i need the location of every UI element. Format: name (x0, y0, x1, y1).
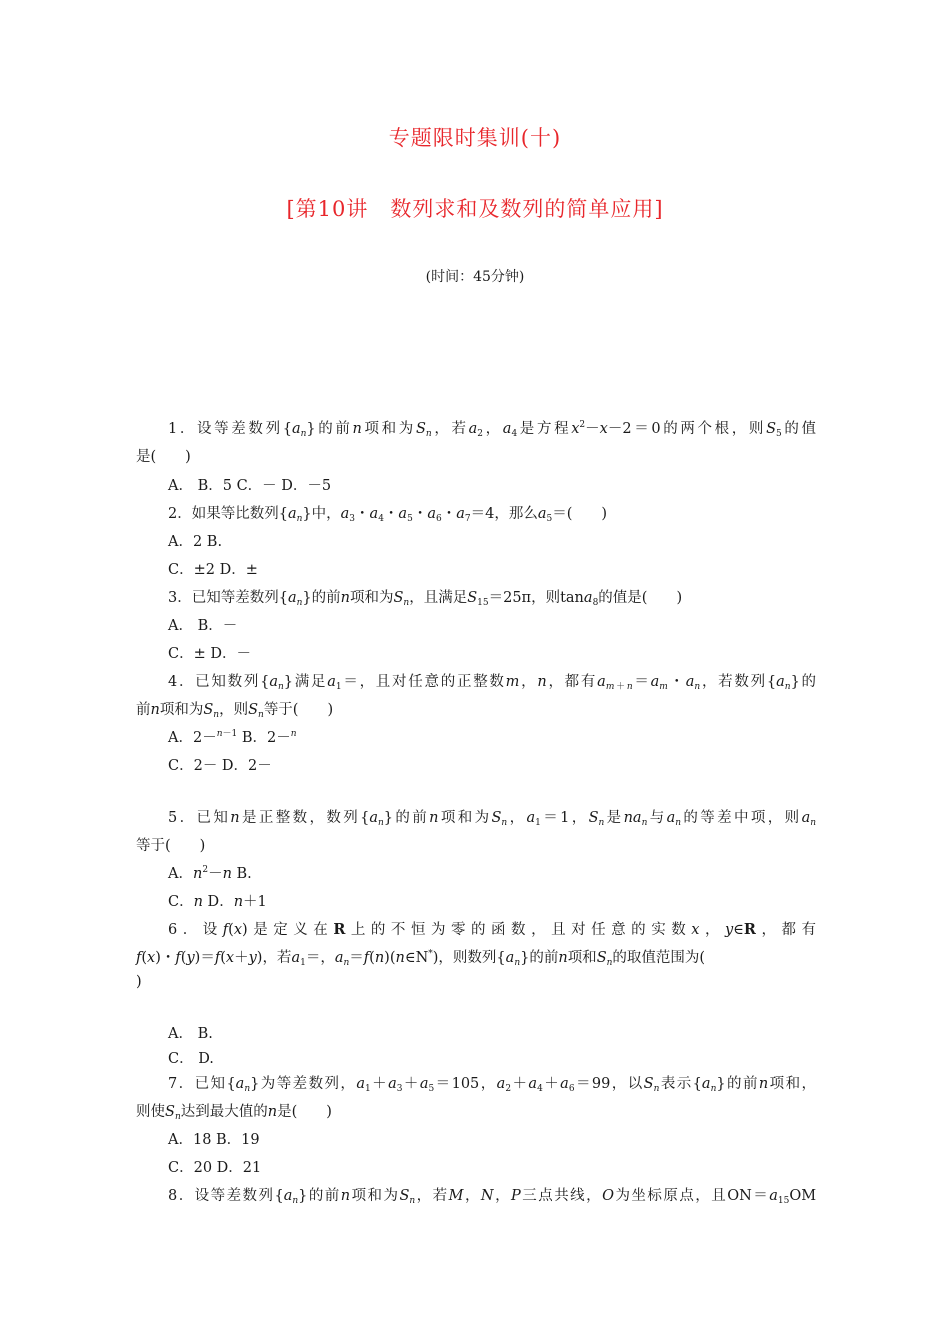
question-3-options-1: A． B．－ (168, 618, 238, 634)
page-title: 专题限时集训(十) (388, 126, 562, 150)
question-7-options-2: C．20 D．21 (168, 1160, 262, 1176)
question-1-line-2: 是( ) (136, 449, 191, 465)
question-2-options-1: A．2 B. (168, 534, 223, 550)
page-subtitle: [第10讲 数列求和及数列的简单应用] (286, 197, 664, 221)
question-8-line-1: 8．设等差数列$\{a_n\}$的前n项和为$S_n$，若M，N，P三点共线，O为坐标原点，且$ON=a_{15}OM$ (168, 1188, 817, 1206)
question-4-line-2: 前n项和为$S_n$，则$S_n$等于( ) (136, 702, 334, 720)
question-6-line-1: 6．设f(x)是定义在R上的不恒为零的函数，且对任意的实数x，y∈R，都有 (168, 921, 817, 938)
question-5-line-1: 5．已知n是正整数，数列$\{a_n\}$的前n项和为$S_n$，$a_1=1$，$S_n$是$na_n$与$a_n$的等差中项，则$a_n$ (168, 810, 817, 828)
question-6-options-1: A． B. (168, 1026, 213, 1042)
question-6-line-2: f(x)・f(y)＝f(x＋y)，若$a_1=$，$a_n=f(n)(n\in N^*)$，则数列$\{a_n\}$的前n项和$S_n$的取值范围为( (136, 949, 706, 968)
question-5-options-2: C．n D．n＋1 (168, 894, 267, 910)
question-7-line-1: 7．已知$\{a_n\}$为等差数列，$a_1+a_3+a_5=105$，$a_2+a_4+a_6=99$，以$S_n$表示$\{a_n\}$的前n项和， (168, 1076, 817, 1094)
question-6-options-2: C． D. (168, 1051, 214, 1067)
question-1-line-1: 1．设等差数列$\{a_n\}$的前n项和为$S_n$，若$a_2$，$a_4$是方程$x^2-x-2=0$的两个根，则$S_5$的值 (168, 420, 817, 439)
question-5-options-1: A．$n^2-n$ B. (168, 865, 252, 882)
question-3-options-2: C．± D．－ (168, 646, 251, 662)
question-6-line-3: ) (136, 974, 142, 990)
question-3-line-1: 3．已知等差数列$\{a_n\}$的前n项和为$S_n$，且满足$S_{15}=25\pi$，则tana$_8$的值是( ) (168, 590, 683, 608)
question-5-line-2: 等于( ) (136, 838, 206, 854)
question-7-options-1: A．18 B．19 (168, 1132, 260, 1148)
question-1-options: A． B．5 C．－ D．－5 (168, 478, 332, 494)
question-2-options-2: C．±2 D．± (168, 562, 258, 578)
question-7-line-2: 则使$S_n$达到最大值的n是( ) (136, 1104, 332, 1122)
question-4-options-2: C．2－ D．2－ (168, 758, 272, 774)
question-4-line-1: 4．已知数列$\{a_n\}$满足$a_1=$，且对任意的正整数m，n，都有$a_{m+n}=a_m$・$a_n$，若数列$\{a_n\}$的 (168, 674, 817, 692)
question-2-line-1: 2．如果等比数列$\{a_n\}$中，$a_3$・$a_4$・$a_5$・$a_6$・$a_7=4$，那么$a_5=$( ) (168, 506, 608, 524)
time-limit: (时间：45分钟) (425, 269, 525, 285)
question-4-options-1: A．2－$^{n-1}$ B．2－$^n$ (168, 729, 297, 746)
